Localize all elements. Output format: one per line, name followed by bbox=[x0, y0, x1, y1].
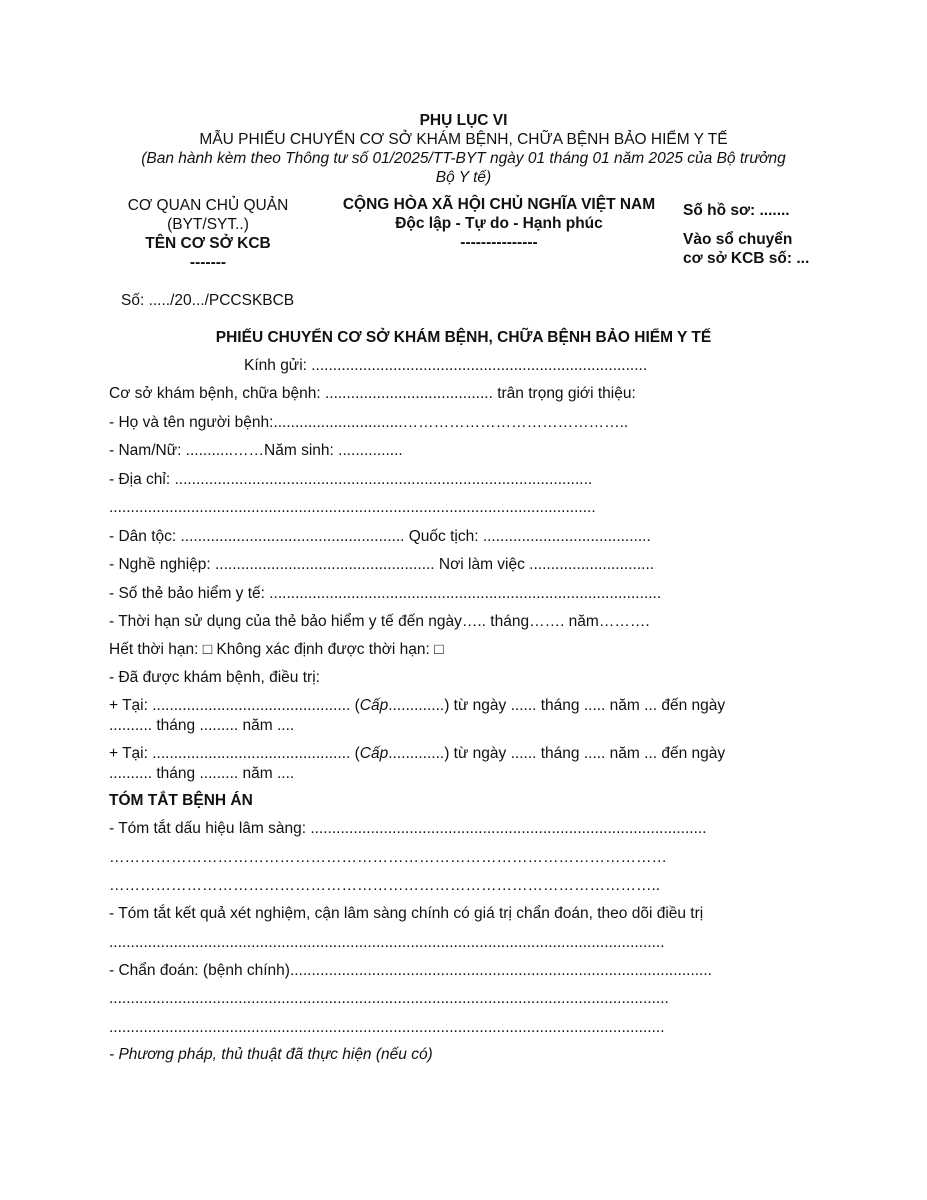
insurance-number-line: - Số thẻ bảo hiểm y tế: ........................................................................................... bbox=[109, 585, 662, 602]
insurance-expiry-line: - Thời hạn sử dụng của thẻ bảo hiểm y tế đến ngày….. tháng……. năm………. bbox=[109, 613, 650, 630]
gender-birth-line: - Nam/Nữ: ...........……Năm sinh: ............... bbox=[109, 442, 403, 459]
diagnosis-line-2: .................................................................................................................................. bbox=[109, 990, 669, 1007]
address-line-continued: ................................................................................................................. bbox=[109, 499, 596, 516]
summary-heading: TÓM TẮT BỆNH ÁN bbox=[109, 792, 253, 809]
appendix-note-line2: Bộ Y tế) bbox=[435, 169, 492, 186]
treatment-place-1 bbox=[109, 696, 725, 715]
treatment-place-1-dates: .............) từ ngày ...... tháng ..... năm ... đến ngày bbox=[388, 697, 726, 714]
document-number: Số: ...../20.../PCCSKBCB bbox=[121, 292, 295, 309]
appendix-title: PHỤ LỤC VI bbox=[419, 112, 508, 129]
national-motto: Độc lập - Tự do - Hạnh phúc bbox=[395, 215, 603, 232]
treatment-level-1-label: Cấp bbox=[359, 697, 389, 714]
diagnosis-line-3: ................................................................................................................................. bbox=[109, 1019, 665, 1036]
treatment-place-1-continued: .......... tháng ......... năm .... bbox=[109, 717, 295, 734]
recipient-line: Kính gửi: .............................................................................. bbox=[244, 357, 648, 374]
occupation-line: - Nghề nghiệp: ................................................... Nơi làm việc ............................. bbox=[109, 556, 655, 573]
register-line1: Vào sổ chuyển bbox=[683, 231, 793, 248]
register-line2: cơ sở KCB số: ... bbox=[683, 250, 810, 267]
facility-divider: ------- bbox=[189, 254, 227, 271]
lab-results-line-2: ................................................................................................................................. bbox=[109, 934, 665, 951]
treatment-place-2-text: + Tại: .............................................. ( bbox=[109, 745, 360, 762]
treatment-place-1-text: + Tại: .............................................. ( bbox=[109, 697, 360, 714]
ethnic-nationality-line: - Dân tộc: .................................................... Quốc tịch: ....................................... bbox=[109, 528, 651, 545]
treatment-place-2-continued: .......... tháng ......... năm .... bbox=[109, 765, 295, 782]
agency-name: CƠ QUAN CHỦ QUẢN bbox=[127, 197, 289, 214]
clinical-signs-line: - Tóm tắt dấu hiệu lâm sàng: ............................................................................................ bbox=[109, 820, 707, 837]
appendix-subtitle: MẪU PHIẾU CHUYỂN CƠ SỞ KHÁM BỆNH, CHỮA BỆNH BẢO HIỂM Y TẾ bbox=[199, 131, 728, 148]
appendix-note-line1: (Ban hành kèm theo Thông tư số 01/2025/TT-BYT ngày 01 tháng 01 năm 2025 của Bộ trưởng bbox=[141, 150, 786, 167]
treatment-level-2-label: Cấp bbox=[359, 745, 389, 762]
agency-abbrev: (BYT/SYT..) bbox=[167, 216, 249, 233]
file-number: Số hồ sơ: ....... bbox=[683, 202, 790, 219]
national-divider: --------------- bbox=[460, 234, 538, 251]
treatment-place-2 bbox=[109, 744, 725, 763]
lab-results-line: - Tóm tắt kết quả xét nghiệm, cận lâm sàng chính có giá trị chẩn đoán, theo dõi điều trị bbox=[109, 905, 704, 922]
diagnosis-line: - Chẩn đoán: (bệnh chính).................................................................................................. bbox=[109, 962, 712, 979]
facility-name: TÊN CƠ SỞ KCB bbox=[145, 235, 271, 252]
procedure-line: - Phương pháp, thủ thuật đã thực hiện (nếu có) bbox=[109, 1046, 433, 1063]
expiry-status-line: Hết thời hạn: □ Không xác định được thời hạn: □ bbox=[109, 641, 444, 658]
clinical-signs-line-3: …………………………………………………………………………………………….. bbox=[109, 877, 661, 894]
treatment-place-2-dates: .............) từ ngày ...... tháng ..... năm ... đến ngày bbox=[388, 745, 726, 762]
clinical-signs-line-2: ……………………………………………………………………………………………… bbox=[109, 849, 667, 866]
national-title: CỘNG HÒA XÃ HỘI CHỦ NGHĨA VIỆT NAM bbox=[342, 196, 656, 213]
patient-name-line: - Họ và tên người bệnh:..............................…………………………………….. bbox=[109, 414, 629, 431]
form-title: PHIẾU CHUYỂN CƠ SỞ KHÁM BỆNH, CHỮA BỆNH BẢO HIỂM Y TẾ bbox=[215, 329, 712, 346]
appendix-title-block bbox=[100, 111, 827, 187]
facility-line: Cơ sở khám bệnh, chữa bệnh: ....................................... trân trọng giới thiệu: bbox=[109, 385, 636, 402]
address-line: - Địa chỉ: ................................................................................................. bbox=[109, 471, 593, 488]
treated-line: - Đã được khám bệnh, điều trị: bbox=[109, 669, 320, 686]
